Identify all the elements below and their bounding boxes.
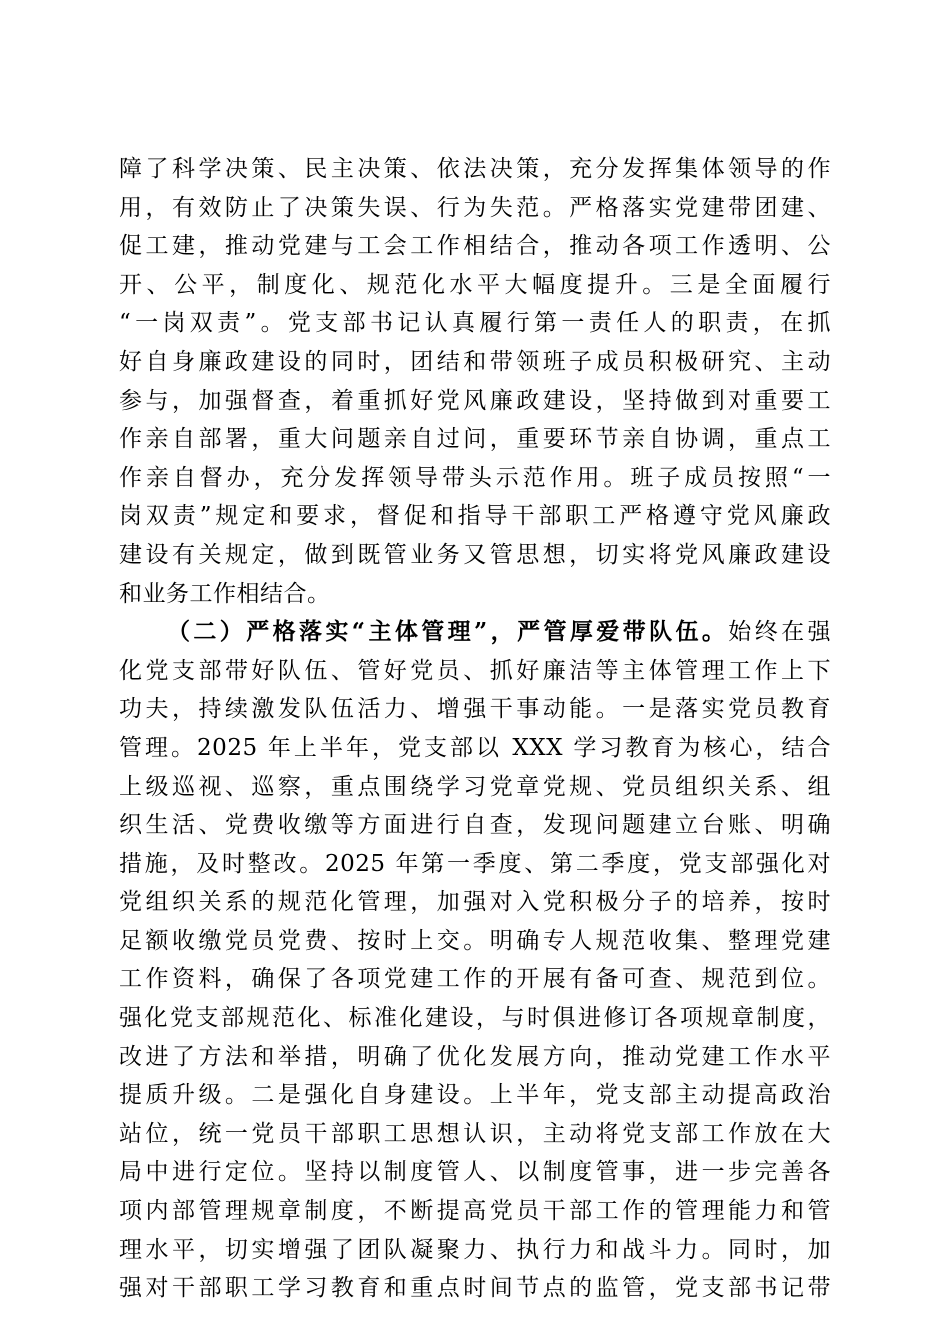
text-line: 化党支部带好队伍、管好党员、抓好廉洁等主体管理工作上下 [119,657,831,684]
text-line: “一岗双责”。党支部书记认真履行第一责任人的职责，在抓 [119,310,831,337]
text-line: 局中进行定位。坚持以制度管人、以制度管事，进一步完善各 [119,1159,831,1186]
text-line: 上级巡视、巡察，重点围绕学习党章党规、党员组织关系、组 [119,773,831,800]
text-line: 用，有效防止了决策失误、行为失范。严格落实党建带团建、 [119,194,831,221]
text-line: 提质升级。二是强化自身建设。上半年，党支部主动提高政治 [119,1082,831,1109]
text-line: 改进了方法和举措，明确了优化发展方向，推动党建工作水平 [119,1043,831,1070]
text-line: 岗双责”规定和要求，督促和指导干部职工严格遵守党风廉政 [119,503,831,530]
text-line: 作亲自督办，充分发挥领导带头示范作用。班子成员按照“一 [119,464,831,491]
document-body [119,150,831,1308]
text-line: 开、公平，制度化、规范化水平大幅度提升。三是全面履行 [119,271,831,298]
text-line: 措施，及时整改。2025 年第一季度、第二季度，党支部强化对 [119,850,831,877]
text-line: 作亲自部署，重大问题亲自过问，重要环节亲自协调，重点工 [119,426,831,453]
text-line: 强化党支部规范化、标准化建设，与时俱进修订各项规章制度， [119,1005,831,1032]
section-heading: （二）严格落实“主体管理”，严管厚爱带队伍。 [167,618,729,646]
text-line: 强对干部职工学习教育和重点时间节点的监管，党支部书记带 [119,1275,831,1302]
text-line: 理水平，切实增强了团队凝聚力、执行力和战斗力。同时，加 [119,1236,831,1263]
paragraph-2 [119,613,831,1308]
text-line: 和业务工作相结合。 [119,580,331,607]
text-line: 站位，统一党员干部职工思想认识，主动将党支部工作放在大 [119,1120,831,1147]
text-line: 建设有关规定，做到既管业务又管思想，切实将党风廉政建设 [119,541,831,568]
text-line: 工作资料，确保了各项党建工作的开展有备可查、规范到位。 [119,966,831,993]
text-line: 障了科学决策、民主决策、依法决策，充分发挥集体领导的作 [119,156,831,182]
text-line: 项内部管理规章制度，不断提高党员干部工作的管理能力和管 [119,1198,831,1225]
text-run: 始终在强 [728,619,832,646]
paragraph-1 [119,150,831,613]
text-line: 管理。2025 年上半年，党支部以 XXX 学习教育为核心，结合 [119,734,831,761]
text-line: 党组织关系的规范化管理，加强对入党积极分子的培养，按时 [119,889,831,916]
paragraph-2-first-line [119,613,831,652]
text-line: 功夫，持续激发队伍活力、增强干事动能。一是落实党员教育 [119,696,831,723]
text-line: 织生活、党费收缴等方面进行自查，发现问题建立台账、明确 [119,812,831,839]
text-line: 参与，加强督查，着重抓好党风廉政建设，坚持做到对重要工 [119,387,831,414]
text-line: 促工建，推动党建与工会工作相结合，推动各项工作透明、公 [119,233,831,260]
text-line: 足额收缴党员党费、按时上交。明确专人规范收集、整理党建 [119,927,831,954]
text-line: 好自身廉政建设的同时，团结和带领班子成员积极研究、主动 [119,348,831,375]
